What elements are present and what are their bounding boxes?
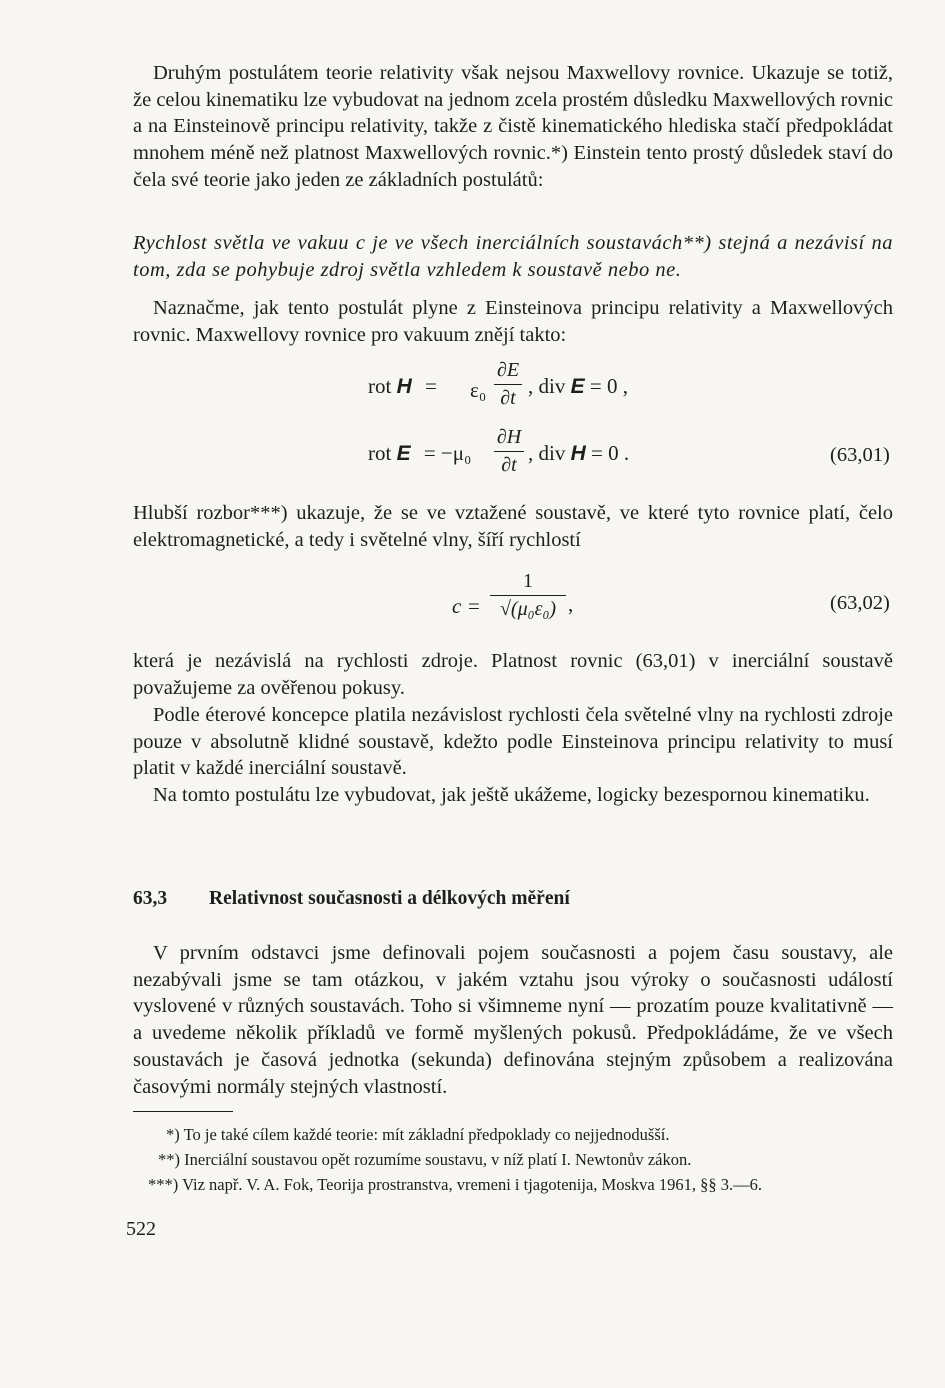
postulate-statement: Rychlost světla ve vakuu c je ve všech inerciálních soustavách**) stejná a nezávisí na tom, zda se pohybuje zdroj světla vzhledem k soustavě nebo ne. (133, 232, 893, 281)
eq3-fraction (490, 570, 566, 621)
eq1-rhs: = 0 , (589, 374, 628, 398)
paragraph-simultaneity: V prvním odstavci jsme definovali pojem současnosti a pojem času soustavy, ale nezabývali jsme se tam otázkou, v jakém vztahu jsou výroky o současnosti událostí vyslovené v různých soustavách. Toho si všimneme nyní — prozatím pouze kvalitativně — a uvedeme několik příkladů ve formě myšlených pokusů. Předpokládáme, že ve všech soustavách je časová jednotka (sekunda) definována stejným způsobem a realizována časovými normály stejných vlastností. (133, 942, 893, 1098)
footnote-mark: **) (158, 1150, 180, 1169)
eq1-epsilon: ε₀ (470, 378, 487, 402)
eq1-numerator: ∂E (496, 359, 520, 381)
page-number: 522 (126, 1218, 156, 1240)
equation-number-63-01: (63,01) (830, 444, 890, 466)
eq3-numerator: 1 (523, 570, 533, 592)
footnote-1 (166, 1125, 669, 1145)
section-number: 63,3 (133, 888, 168, 909)
equation-number-63-02: (63,02) (830, 592, 890, 614)
eq1-denominator: ∂t (500, 387, 516, 409)
eq2-rhs: = 0 . (591, 441, 630, 465)
eq1-div: , div (528, 374, 566, 398)
eq1-rot: rot (368, 374, 392, 398)
footnote-2 (158, 1150, 691, 1170)
footnote-text: Viz např. V. A. Fok, Teorija prostranstva, vremeni i tjagotenija, Moskva 1961, §§ 3.—6. (182, 1175, 762, 1194)
eq2-denominator: ∂t (501, 454, 517, 476)
footnote-mark: ***) (148, 1175, 179, 1194)
section-title: Relativnost současnosti a délkových měření (209, 888, 570, 909)
eq3-denominator: √(μ₀ε₀) (499, 598, 557, 620)
eq3-comma: , (568, 592, 574, 616)
paragraph-maxwell-postulate: Druhým postulátem teorie relativity však nejsou Maxwellovy rovnice. Ukazuje se totiž, že celou kinematiku lze vybudovat na jednom zcela prostém důsledku Maxwellových rovnic a na Einsteinově principu relativity, takže z čistě kinematického hlediska stačí předpokládat mnohem méně než platnost Maxwellových rovnic.*) Einstein tento prostý důsledek staví do čela své teorie jako jeden ze základních postulátů: (133, 62, 893, 191)
footnote-rule (133, 1111, 233, 1112)
eq2-equals: = −μ₀ (423, 441, 472, 465)
eq1-fraction (494, 359, 522, 410)
eq2-rot: rot (368, 441, 392, 465)
paragraph-derivation-intro: Naznačme, jak tento postulát plyne z Einsteinova principu relativity a Maxwellových rovnic. Maxwellovy rovnice pro vakuum znějí takto: (133, 297, 893, 346)
eq1-E: E (570, 375, 585, 398)
footnote-mark: *) (166, 1125, 180, 1144)
eq2-E: E (396, 442, 411, 465)
footnote-3 (148, 1175, 762, 1195)
eq2-div: , div (528, 441, 566, 465)
paragraph-independence: která je nezávislá na rychlosti zdroje. Platnost rovnic (63,01) v inerciální soustavě považujeme za ověřenou pokusy. (133, 650, 893, 699)
footnote-text: To je také cílem každé teorie: mít základní předpoklady co nejjednodušší. (183, 1125, 670, 1144)
eq3-lhs: c = (452, 594, 481, 618)
paragraph-ether-concept: Podle éterové koncepce platila nezávislost rychlosti čela světelné vlny na rychlosti zdroje pouze v absolutně klidné soustavě, kdežto podle Einsteinova principu relativity to musí platit v každé inerciální soustavě. (133, 704, 893, 780)
paragraph-kinematics: Na tomto postulátu lze vybudovat, jak ještě ukážeme, logicky bezespornou kinematiku. (153, 784, 870, 806)
footnote-text: Inerciální soustavou opět rozumíme soustavu, v níž platí I. Newtonův zákon. (184, 1150, 692, 1169)
eq1-H: H (396, 375, 412, 398)
eq2-H: H (570, 442, 586, 465)
eq1-equals: = (425, 374, 437, 398)
paragraph-deeper-analysis: Hlubší rozbor***) ukazuje, že se ve vztažené soustavě, ve které tyto rovnice platí, čelo elektromagnetické, a tedy i světelné vlny, šíří rychlostí (133, 502, 893, 551)
eq2-numerator: ∂H (496, 426, 522, 448)
eq2-fraction (494, 426, 524, 477)
section-heading (133, 888, 570, 910)
